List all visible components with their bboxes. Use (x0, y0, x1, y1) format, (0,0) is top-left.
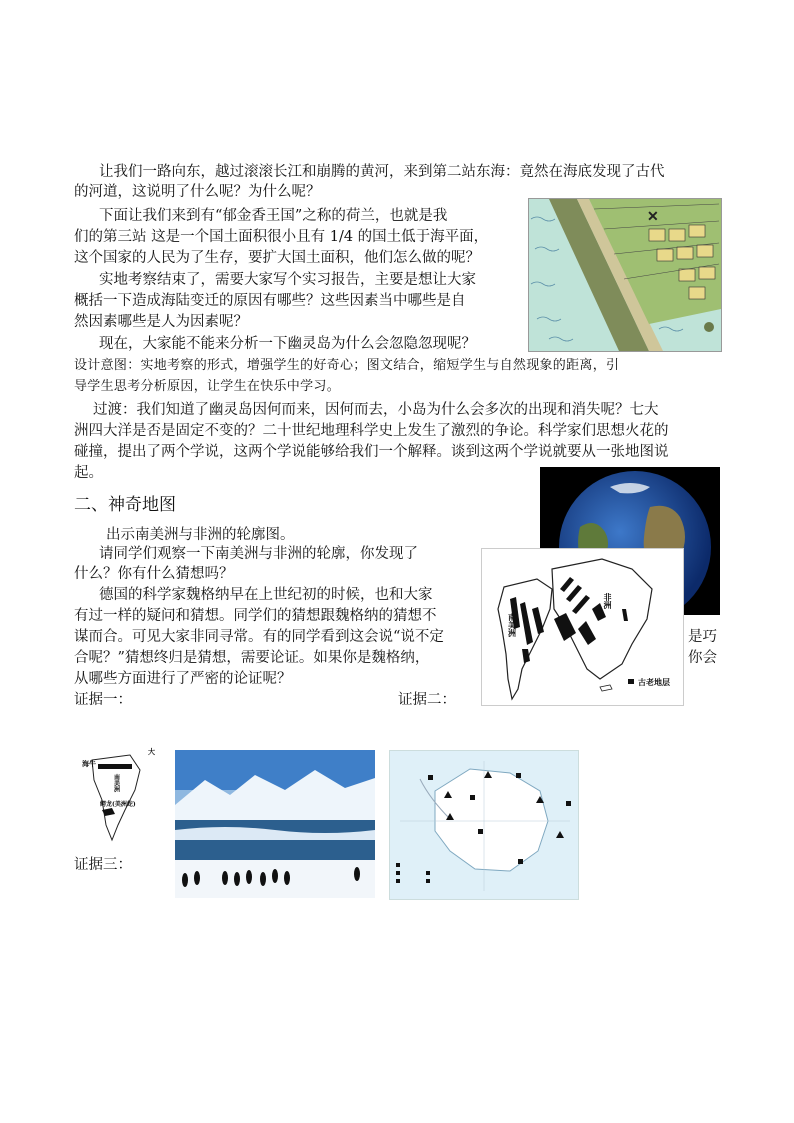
transition-line3: 碰撞，提出了两个学说，这两个学说能够给我们一个解释。谈到这两个学说就要从一张地图说 (74, 444, 669, 460)
south-america-fossil-map (80, 740, 160, 845)
continent-outline-map (481, 548, 684, 706)
para5-line3: 什么？你有什么猜想吗？ (74, 566, 234, 582)
para2-line3: 这个国家的人民为了生存，要扩大国土面积，他们怎么做的呢？ (74, 250, 480, 266)
section-title: 二、神奇地图 (74, 495, 176, 515)
design-intent-line2: 导学生思考分析原因，让学生在快乐中学习。 (74, 379, 341, 394)
evidence-three-label: 证据三： (74, 857, 132, 873)
para2-line2: 们的第三站 这是一个国土面积很小且有 1/4 的国土低于海平面， (74, 229, 489, 245)
evidence-one-label: 证据一： (74, 692, 132, 708)
sa-map-label-mesosaurus: 鳄龙(美洲蛇) (100, 801, 136, 808)
netherlands-polder-illustration (528, 198, 722, 352)
para1-line2: 的河道，这说明了什么呢？为什么呢？ (74, 184, 321, 200)
para6-line3b: 是巧 (688, 629, 717, 645)
transition-line2: 洲四大洋是否是固定不变的？二十世纪地理科学史上发生了激烈的争论。科学家们思想火花的 (74, 423, 669, 439)
para3-line3: 然因素哪些是人为因素呢？ (74, 314, 248, 330)
sa-map-label-south-america: 南美洲 (112, 774, 120, 792)
antarctica-mineral-map (389, 750, 579, 900)
map-legend-old-strata: 古老地层 (638, 677, 670, 687)
para6-line5: 从哪些方面进行了严密的论证呢？ (74, 671, 292, 687)
para5-line1: 出示南美洲与非洲的轮廓图。 (106, 527, 295, 543)
transition-line1: 过渡：我们知道了幽灵岛因何而来，因何而去，小岛为什么会多次的出现和消失呢？七大 (93, 402, 659, 418)
svg-text:✕: ✕ (647, 209, 659, 225)
para3-line2: 概括一下造成海陆变迁的原因有哪些？这些因素当中哪些是自 (74, 293, 466, 309)
antarctica-penguins-photo (175, 750, 375, 898)
para6-line3a: 谋而合。可见大家非同寻常。有的同学看到这会说“说不定 (74, 629, 444, 645)
transition-line4: 起。 (74, 465, 103, 481)
para6-line2: 有过一样的疑问和猜想。同学们的猜想跟魏格纳的猜想不 (74, 608, 437, 624)
para6-line4a: 合呢？”猜想终归是猜想，需要论证。如果你是魏格纳， (74, 650, 430, 666)
para1-line1: 让我们一路向东，越过滚滚长江和崩腾的黄河，来到第二站东海：竟然在海底发现了古代 (99, 164, 665, 180)
map-label-africa: 非洲 (603, 593, 613, 609)
para2-line1: 下面让我们来到有“郁金香王国”之称的荷兰，也就是我 (99, 208, 448, 224)
para3-line1: 实地考察结束了，需要大家写个实习报告，主要是想让大家 (99, 272, 476, 288)
para6-line1: 德国的科学家魏格纳早在上世纪初的时候，也和大家 (99, 587, 433, 603)
para5-line2: 请同学们观察一下南美洲与非洲的轮廓，你发现了 (99, 546, 418, 562)
sa-map-label-big: 大 (148, 747, 155, 756)
para4-line1: 现在，大家能不能来分析一下幽灵岛为什么会忽隐忽现呢？ (99, 336, 476, 352)
design-intent-line1: 设计意图：实地考察的形式，增强学生的好奇心；图文结合，缩短学生与自然现象的距离，引 (74, 358, 620, 373)
sa-map-label-manatee: 海牛 (82, 759, 96, 768)
para6-line4b: 你会 (688, 650, 717, 666)
evidence-two-label: 证据二： (398, 692, 456, 708)
map-label-south-america: 南美洲 (507, 613, 517, 637)
